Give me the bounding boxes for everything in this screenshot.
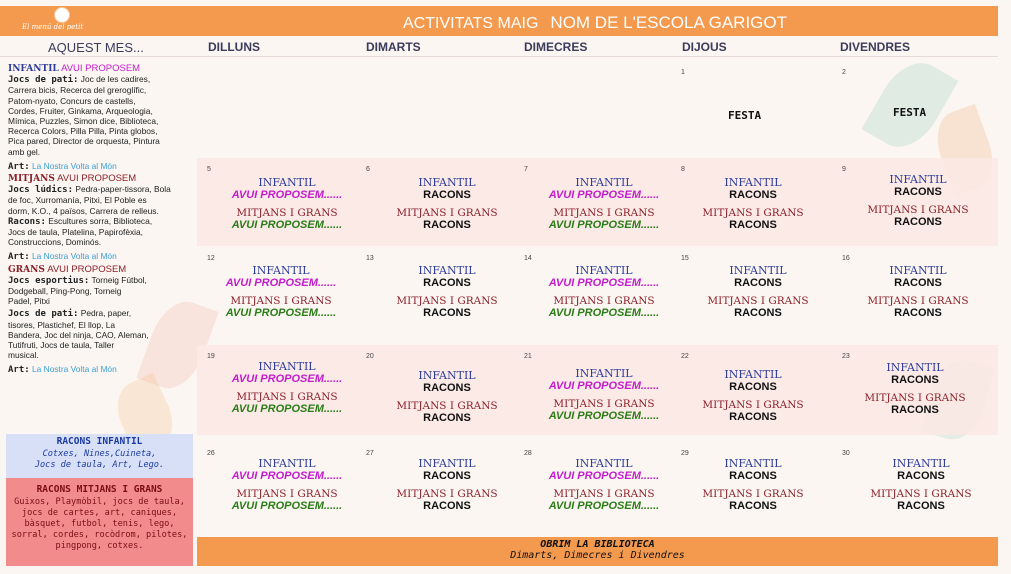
pati2-line: musical. [8,350,39,361]
art-link[interactable]: La Nostra Volta al Món [32,160,117,171]
logo-icon [54,7,70,23]
day-number: 23 [842,353,850,360]
art-line: Art: La Nostra Volta al Món [8,251,117,263]
racons-mitjans-title: RACONS MITJANS I GRANS [36,484,163,495]
racons-mitjans-line: bàsquet, futbol, tenis, lego, [24,519,175,529]
pati-line: Recerca Colors, Pilla Pilla, Pinta globos, [8,126,158,137]
day-number: 22 [681,353,689,360]
day-number: 16 [842,255,850,262]
calendar-cell: INFANTIL RACONS MITJANS I GRANS RACONS [864,361,966,416]
day-number: 19 [207,353,215,360]
calendar-cell: INFANTIL RACONS MITJANS I GRANS RACONS [396,176,498,231]
racons-infantil-line: Cotxes, Nines,Cuineta, [42,449,157,459]
calendar-cell: INFANTIL RACONS MITJANS I GRANS RACONS [702,368,804,423]
column-header-month: AQUEST MES... [48,40,144,55]
racons-line: Jocs de taula, Platelina, Papirofèxia, [8,227,144,238]
pati-line: Mímica, Puzzles, Simon dice, Biblioteca, [8,116,159,127]
library-footer [197,537,998,566]
art-line: Art: La Nostra Volta al Món [8,364,117,376]
day-number: 27 [366,450,374,457]
day-number: 14 [524,255,532,262]
racons-mitjans-box [6,478,193,566]
calendar-cell: INFANTIL RACONS MITJANS I GRANS RACONS [396,264,498,319]
infantil-heading: INFANTIL AVUI PROPOSEM [8,63,141,74]
activities-description [8,63,198,376]
calendar-cell: INFANTIL AVUI PROPOSEM...... MITJANS I GRANS AVUI PROPOSEM...... [548,176,660,231]
column-header-dimecres: DIMECRES [524,40,588,54]
day-number: 13 [366,255,374,262]
pati-line: Patom-nyato, Concurs de castells, [8,95,136,106]
festa-label: FESTA [728,109,762,122]
calendar-cell: INFANTIL RACONS MITJANS I GRANS RACONS [867,264,969,319]
day-number: 9 [842,166,846,173]
art-line: Art: La Nostra Volta al Món [8,160,117,172]
pati-line: amb gel. [8,146,41,157]
pati2-line: tisores, Plastichef, El llop, La [8,319,116,330]
day-number: 5 [207,166,211,173]
column-header-dilluns: DILLUNS [208,40,260,54]
calendar-cell: INFANTIL AVUI PROPOSEM...... MITJANS I GRANS AVUI PROPOSEM...... [548,457,660,512]
racons-line: Racons: Escultures sorra, Biblioteca, [8,215,153,227]
library-title: OBRIM LA BIBLIOTECA [540,539,655,550]
calendar-cell: INFANTIL AVUI PROPOSEM...... MITJANS I GRANS AVUI PROPOSEM...... [548,367,660,422]
school-name: NOM DE L'ESCOLA GARIGOT [550,13,787,32]
header-bar [0,6,998,36]
calendar-cell: INFANTIL RACONS MITJANS I GRANS RACONS [702,457,804,512]
column-header-dijous: DIJOUS [682,40,727,54]
mitjans-heading: MITJANS AVUI PROPOSEM [8,173,137,185]
calendar-cell: INFANTIL RACONS MITJANS I GRANS RACONS [870,457,972,512]
calendar-cell: INFANTIL AVUI PROPOSEM...... MITJANS I GRANS AVUI PROPOSEM...... [231,176,343,231]
racons-infantil-line: Jocs de taula, Art, Lego. [34,460,165,470]
day-number: 12 [207,255,215,262]
logo-text: El menú del petit [22,23,84,31]
day-number: 7 [524,166,528,173]
calendar-cell: INFANTIL RACONS MITJANS I GRANS RACONS [396,457,498,512]
esportius-line: Jocs esportius: Torneig Fútbol, [8,274,147,286]
day-number: 2 [842,69,846,76]
calendar-cell: INFANTIL AVUI PROPOSEM...... MITJANS I GRANS AVUI PROPOSEM...... [231,457,343,512]
calendar-cell: INFANTIL RACONS MITJANS I GRANS RACONS [707,264,809,319]
day-number: 6 [366,166,370,173]
page-title [403,13,787,33]
day-number: 1 [681,69,685,76]
esportius-line: Padel, Pitxi [8,296,50,307]
art-link[interactable]: La Nostra Volta al Món [32,251,117,262]
racons-mitjans-line: Guixos, Playmòbil, jocs de taula, [14,497,185,507]
calendar-cell: INFANTIL AVUI PROPOSEM...... MITJANS I GRANS AVUI PROPOSEM...... [548,264,660,319]
pati-line: Pica pared, Director de orquesta, Pintura [8,136,160,147]
day-number: 30 [842,450,850,457]
column-header-dimarts: DIMARTS [366,40,421,54]
pati2-line: Jocs de pati: Pedra, paper, [8,308,132,320]
ludics-line: dorm, K.O., 4 països, Carrera de relleus. [8,205,159,216]
pati-line: Jocs de pati: Joc de les cadires, [8,74,151,86]
day-number: 8 [681,166,685,173]
calendar-cell: INFANTIL RACONS MITJANS I GRANS RACONS [702,176,804,231]
festa-label: FESTA [893,106,927,119]
calendar-cell: INFANTIL RACONS MITJANS I GRANS RACONS [396,369,498,424]
esportius-line: Dodgeball, Ping-Pong, Torneig [8,286,122,297]
art-link[interactable]: La Nostra Volta al Món [32,364,117,375]
grans-heading: GRANS AVUI PROPOSEM [8,263,127,275]
racons-mitjans-line: pingpong, cotxes. [55,541,144,551]
racons-line: Construccions, Dominós. [8,237,102,248]
day-number: 28 [524,450,532,457]
calendar-cell: INFANTIL AVUI PROPOSEM...... MITJANS I GRANS AVUI PROPOSEM...... [231,360,343,415]
header-divider [0,56,998,57]
logo [22,6,132,36]
column-header-divendres: DIVENDRES [840,40,911,54]
racons-mitjans-line: sorral, cordes, rocòdrom, pilotes, [11,530,188,540]
ludics-line: de foc, Xurromanía, Pitxi, El Poble es [8,195,147,206]
day-number: 26 [207,450,215,457]
library-days: Dimarts, Dimecres i Divendres [510,550,685,561]
calendar-cell: INFANTIL RACONS MITJANS I GRANS RACONS [867,173,969,228]
pati-line: Cordes, Fruiter, Ginkama, Arqueologia, [8,105,153,116]
pati-line: Carrera bicis, Recerca del greroglífic, [8,85,147,96]
racons-infantil-box [6,434,193,478]
day-number: 21 [524,353,532,360]
ludics-line: Jocs lúdics: Pedra-paper-tissora, Bola [8,184,171,196]
calendar-cell: INFANTIL AVUI PROPOSEM...... MITJANS I GRANS AVUI PROPOSEM...... [225,264,337,319]
day-number: 29 [681,450,689,457]
pati2-line: Tutifruti, Jocs de taula, Taller [8,340,115,351]
pati2-line: Bandera, Joc del ninja, CAO, Aleman, [8,329,149,340]
racons-infantil-title: RACONS INFANTIL [56,436,143,447]
day-number: 15 [681,255,689,262]
title-activities: ACTIVITATS MAIG [403,15,539,32]
day-number: 20 [366,353,374,360]
racons-mitjans-line: jocs de cartes, art, caniques, [21,508,178,518]
